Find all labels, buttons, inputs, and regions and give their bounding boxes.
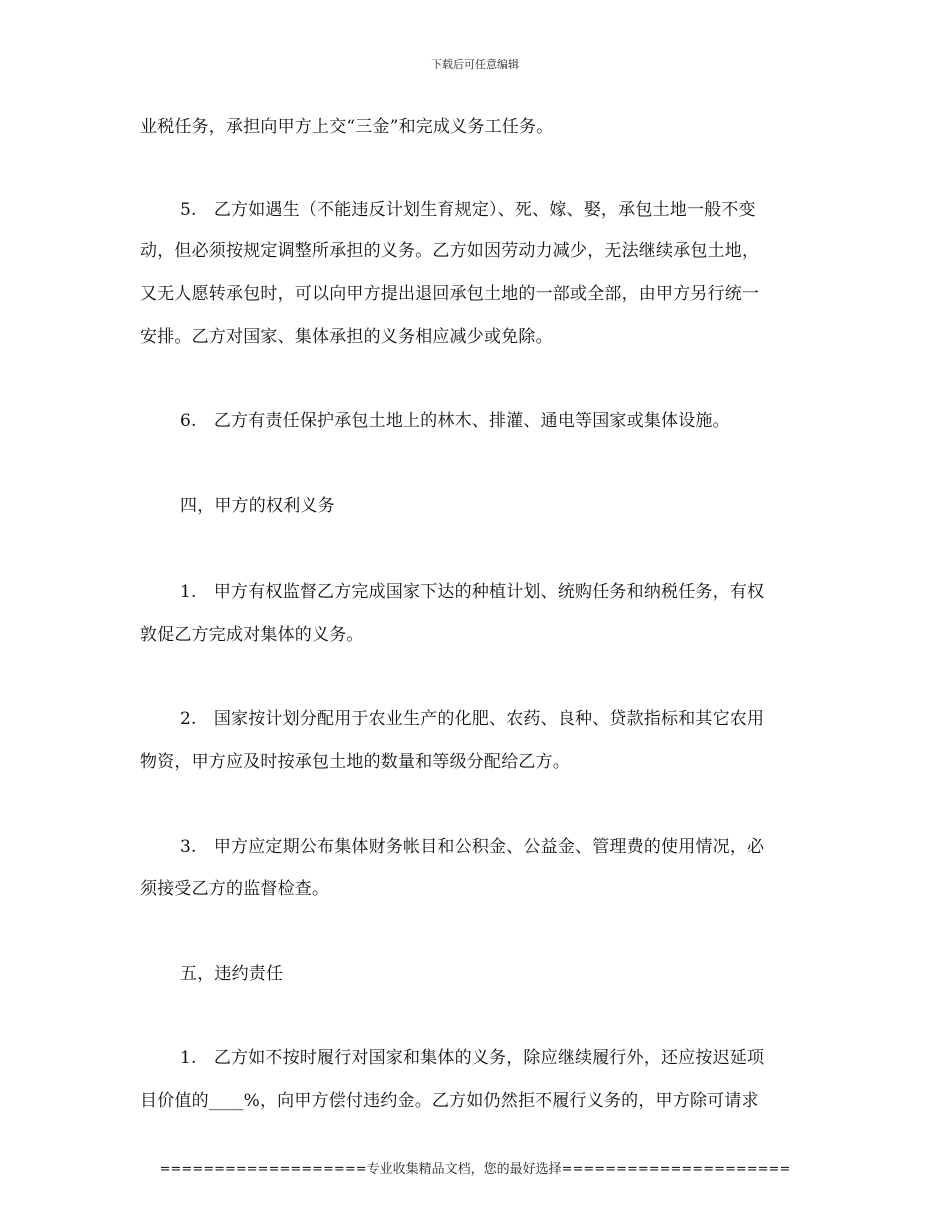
- clause-2-line: 2. 国家按计划分配用于农业生产的化肥、农药、良种、贷款指标和其它农用: [180, 709, 765, 729]
- paragraph-line: 业税任务，承担向甲方上交“三金”和完成义务工任务。: [140, 117, 554, 137]
- clause-3-line: 3. 甲方应定期公布集体财务帐目和公积金、公益金、管理费的使用情况，必: [180, 837, 765, 857]
- clause-1-line: 敦促乙方完成对集体的义务。: [140, 625, 364, 645]
- clause-2-line: 物资，甲方应及时按承包土地的数量和等级分配给乙方。: [140, 752, 570, 772]
- section-heading: 四，甲方的权利义务: [180, 496, 335, 516]
- section-heading: 五，违约责任: [180, 964, 284, 984]
- clause-5-line: 5. 乙方如遇生（不能违反计划生育规定）、死、嫁、娶，承包土地一般不变: [180, 200, 756, 220]
- liability-clause-1-line: 目价值的____%，向甲方偿付违约金。乙方如仍然拒不履行义务的，甲方除可请求: [140, 1091, 759, 1111]
- page-footer-note: ===================专业收集精品文档，您的最好选择=====================: [159, 1162, 791, 1177]
- clause-5-line: 又无人愿转承包时，可以向甲方提出退回承包土地的一部或全部，由甲方另行统一: [140, 284, 760, 304]
- clause-5-line: 安排。乙方对国家、集体承担的义务相应减少或免除。: [140, 327, 553, 347]
- clause-3-line: 须接受乙方的监督检查。: [140, 879, 330, 899]
- clause-5-line: 动，但必须按规定调整所承担的义务。乙方如因劳动力减少，无法继续承包土地，: [140, 241, 760, 261]
- page-header-note: 下载后可任意编辑: [431, 58, 519, 71]
- clause-6-line: 6. 乙方有责任保护承包土地上的林木、排灌、通电等国家或集体设施。: [180, 411, 730, 431]
- liability-clause-1-line: 1. 乙方如不按时履行对国家和集体的义务，除应继续履行外，还应按迟延项: [180, 1048, 765, 1068]
- clause-1-line: 1. 甲方有权监督乙方完成国家下达的种植计划、统购任务和纳税任务，有权: [180, 582, 765, 602]
